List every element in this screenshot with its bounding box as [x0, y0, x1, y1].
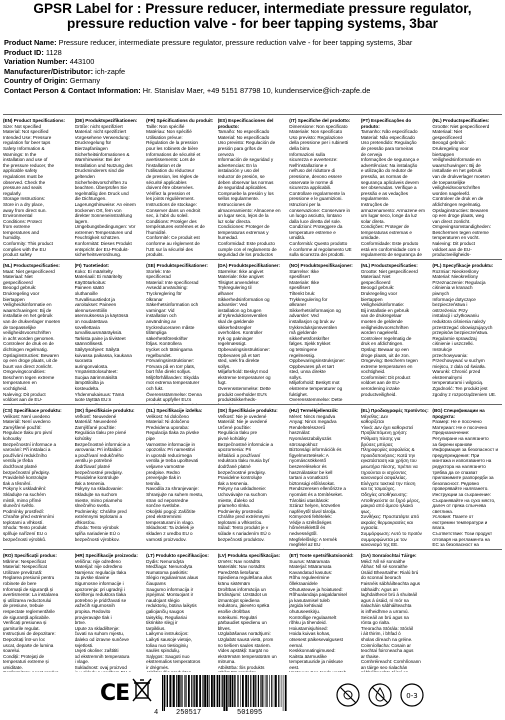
barcode-bar — [193, 675, 194, 707]
language-text: Tamanho: Não especificado Material: Não especificado Uso pretendido: Regulação de pressão para torneiras de cerveja Informações de segurança e advertências: Na instalação e utilização do redutor de pressão, as normas de segurança aplicáveis devem ser observadas. Verifique a pressão e as vedações regularmente. Instruções de armazenamento: Armazene em um lugar seco, longe da luz solar direta. Condições: Proteger de temperaturas extremas e umidade. Conformidade: Este produto está em conformidade com o regulamento de segurança de — [360, 129, 425, 258]
language-text: Størrelse: Ikke spesifisert Materiale: Ikke spesifisert Tiltenkt bruk: Trykkregulering for ølkraner Sikkerhetsinformasjon og advarsler: Ved installasjon og bruk av trykkreduksjonsventilen må gjeldende sikkerhetsforskrifter følges. Sjekk trykket og tetningene regelmessig. Oppbevaringsinstruksjoner: Oppbevares på et tørt sted, unna direkte sollys. Miljøforhold: Beskytt mot ekstreme temperaturer og fuktighet. Overensstemmelse: Dette — [289, 268, 346, 403]
barcode-bar — [167, 675, 168, 707]
barcode-bar — [260, 675, 261, 707]
language-block — [146, 115, 216, 259]
barcode-bar — [185, 675, 186, 707]
language-block — [3, 550, 73, 672]
language-heading: (NO) Produktspesifikasjoner: — [289, 263, 353, 268]
info-label: Manufacturer/Distributor: — [4, 66, 94, 76]
language-heading: (HR) Specifikacije proizvoda: — [74, 553, 138, 558]
info-value: Hr. Stanislav Maer, +49 5151 87798 10, kundenservice@ich-zapfe.de — [142, 85, 371, 95]
language-block — [218, 405, 288, 549]
language-block — [146, 260, 216, 404]
language-block — [146, 405, 216, 549]
language-heading: (NL) Productspecificaties: — [432, 118, 490, 123]
info-line — [4, 86, 501, 96]
barcode-bar — [234, 675, 235, 707]
ce-mark-icon: CE — [100, 681, 130, 706]
info-label: Variation Number: — [4, 57, 68, 67]
no-sun-icon — [336, 683, 360, 707]
barcode-bar — [253, 675, 255, 707]
language-text: Dimensione: Non specificato Materiale: Non specificato Uso previsto: Regolazione della pressione per i rubinetti della birra Informazioni sulla sicurezza e avvertenze: Nell'installazione e nell'uso del riduttore di pressione, devono essere osservate le norme di sicurezza applicabili. Controllare regolarmente la pressione e le guarnizioni. Istruzioni per la conservazione: Conservare in un luogo asciutto, lontano dalla luce diretta del sole. Condizioni: Proteggere da temperature estreme e umidità. Conformità: Questo prodotto è conforme al regolamento UE sulla sicurezza dei prodotti. — [289, 123, 352, 258]
language-text: Izmērs: Nav norādīts Materiāls: Nav norādīts Paredzētā lietošana: Spiediena regulēšana alus krānu sistēmām Drošības informācija un brīdinājumi: Uzstādot un izmantojot spiediena reduktoru, jāievēro spēkā esošie drošības noteikumi. Regulāri pārbaudiet spiedienu un blīves. Uzglabāšanas norādījumi: Uzglabāt sausā vietā, prom no tiešiem saules stariem. Vides apstākļi: Sargāt no ekstrēmām temperatūrām un mitruma. Atbilstība: Šis produkts — [217, 558, 277, 670]
barcode-bar — [250, 675, 251, 707]
barcode-bar — [164, 675, 165, 711]
language-heading: (IT) Specifiche del prodotto: — [289, 118, 351, 123]
info-label: Contact Person & Contact Information: — [4, 85, 141, 95]
barcode-bar — [219, 675, 220, 707]
info-value: Germany — [69, 76, 101, 86]
barcode-bar — [213, 675, 215, 707]
language-text: Größe: nicht spezifiziert Material: nicht spezifiziert Vorgesehene Verwendung: Druckregelung für Bierzapfanlagen Sicherheitsinformationen & Warnhinweise: Bei der Installation und Nutzung des Druckminderers sind die geltenden Sicherheitsvorschriften zu beachten. Überprüfen Sie regelmäßig den Druck und die Dichtungen. Lagerungshinweise: An einem trockenen Ort, fern von direkter Sonneneinstrahlung lagern. Umgebungsbedingungen: Vor extremen Temperaturen und Feuchtigkeit schützen. Konformität: Dieses Produkt entspricht der EU-Produkt- sicherheitsverordnung. — [74, 123, 136, 258]
recycle-bin-crossed-icon — [131, 677, 153, 703]
language-heading: (ES) Especificaciones del producto: — [217, 118, 274, 129]
language-block — [3, 115, 73, 259]
barcode-bar — [267, 675, 268, 707]
language-block — [75, 115, 145, 259]
language-heading: (ET) Toote spetsifikatsioonid: — [289, 553, 354, 558]
ean-barcode — [160, 675, 290, 711]
label-footer — [0, 673, 505, 720]
language-heading: (EL) Προδιαγραφές προϊόντος: — [360, 408, 429, 413]
info-line — [4, 76, 501, 86]
language-heading: (SE) Produktspecifikationer: — [146, 263, 208, 268]
barcode-digit-first: 4 — [154, 709, 159, 717]
language-text: Storlek: Inte specificerad Material: Inte specificerad Avsedd användning: Tryckreglering för ölkranar Säkerhetsinformation och varningar: Vid installation och användning av tryckreduceraren måste tillämpliga säkerhetsföreskrifter följas. Kontrollera trycket och tätningarna regelbundet. Förvaringsinstruktioner: Förvara på en torr plats, bort från direkt solljus. Miljöförhållanden: Skydda mot extrema temperaturer och fukt. Överensstämmelse: Denna produkt uppfyller EU:s — [146, 268, 202, 403]
barcode-bar — [162, 675, 163, 711]
language-text: Grootte: Niet gespecificeerd Materiaal: Niet gespecificeerd Beoogd gebruik: Drukregeling voor biertappen Veiligheidsinformatie en waarschuwingen: Bij de installatie en het gebruik van de drukverlager moeten de toepasselijke veiligheidsvoorschriften worden nageleefd. Controleer de druk en de afdichtingen regelmatig. Opslaginstructies: Bewaren op een droge plaats, weg van direct zonlicht. Omgevingsomstandigheden: Beschermen tegen extreme temperaturen en vocht. Naleving: Dit product voldoet aan de EU- productveiligheids- — [432, 123, 491, 258]
barcode-bar — [223, 675, 225, 711]
barcode-bar — [188, 675, 190, 707]
info-label: Product ID: — [4, 47, 44, 57]
no-water-icon — [368, 683, 392, 707]
language-block — [432, 115, 502, 259]
barcode-bar — [199, 675, 201, 707]
label-title: GPSR Label for : Pressure reducer, intermediate pressure regulator, pressure reduction valve - for beer tapping systems, 3bar — [33, 1, 472, 31]
language-heading: (RO) Specificații produs: — [3, 553, 57, 558]
barcode-bar — [275, 675, 277, 707]
barcode-bar — [182, 675, 183, 707]
barcode-bar — [255, 675, 256, 707]
barcode-bar — [281, 675, 282, 707]
barcode-bar — [196, 675, 198, 707]
barcode-bar — [204, 675, 206, 707]
language-heading: (SK) Špecifikácie produktu: — [217, 408, 278, 413]
barcode-bar — [191, 675, 192, 707]
language-text: Veľkosť: Nie je uvedené Materiál: Nie je uvedené Určené použitie: Regulácia tlaku pre pivné kohútiky Bezpečnostné informácie a upozornenia: Pri inštalácii a používaní reduktora tlaku musia byť dodržané platné bezpečnostné predpisy. Pravidelne kontrolujte tlak a tesnenia. Pokyny na uskladnenie: Uchovávajte na suchom mieste, ďaleko od priameho slnka. Podmienky prostredia: Chráňte pred extrémnymi teplotami a vlhkosťou. Súlad: Tento produkt je v súlade s nariadením EÚ o bezpečnosti produktov. — [217, 413, 274, 542]
barcode-bar — [194, 675, 195, 707]
language-heading: (PT) Especificações do produto: — [360, 118, 412, 129]
language-block — [289, 115, 359, 259]
language-block — [289, 260, 359, 404]
barcode-digits-right: 501095 — [237, 709, 263, 717]
language-block — [361, 550, 431, 672]
barcode-bar — [283, 675, 284, 711]
language-text: Dydis: Nenurodyta Medžiaga: Nenurodyta Numatoma paskirtis: Slėgio reguliavimas alaus čiaupams Saugumo informacija ir įspėjimai: Montuojant ir naudojant slėgio reduktorių, būtina laikytis galiojančių saugos taisyklių. Reguliariai tikrinkite slėgį ir tarpiklius. Laikymo instrukcijos: Laikyti sausoje vietoje, toliau nuo tiesioginių saulės spindulių. Sąlygos: Saugoti nuo ekstremalios temperatūros ir drėgmės. — [146, 558, 201, 670]
info-line — [4, 38, 501, 48]
info-value: 1128 — [45, 47, 62, 57]
barcode-bar — [258, 675, 259, 707]
info-line — [4, 48, 501, 58]
language-block — [432, 550, 502, 672]
barcode-bar — [265, 675, 266, 707]
info-value: ich-zapfe — [95, 66, 126, 76]
barcode-bar — [240, 675, 241, 707]
barcode-bar — [242, 675, 244, 707]
language-heading: (EN) Product Specifications: — [3, 118, 66, 123]
language-block — [289, 550, 359, 672]
language-text: Μέγεθος: Δεν καθορίζεται Υλικό: Δεν έχει καθοριστεί Προβλεπόμενη χρήση: Ρύθμιση πίεσης για βρύσες μπύρας Πληροφορίες ασφαλείας & προειδοποιήσεις: Κατά την εγκατάσταση και χρήση του μειωτήρα πίεσης, πρέπει να τηρούνται οι ισχύοντες κανονισμοί ασφαλείας. Ελέγχετε τακτικά την πίεση και τις τσιμούχες. Οδηγίες αποθήκευσης: Αποθηκεύστε σε ξηρό μέρος, μακριά από άμεσο ηλιακό φως. Συνθήκες: Προστατέψτε από ακραίες θερμοκρασίες και υγρασία. Συμμόρφωση: Αυτό το προϊόν συμμορφώνεται με τον κανονισμό της ΕΕ. — [360, 413, 422, 548]
barcode-bar — [180, 675, 181, 707]
barcode-bar — [202, 675, 203, 707]
language-heading: (NL) Productspecificaties: — [3, 263, 60, 268]
temperature-range-icon — [400, 683, 424, 707]
barcode-bar — [262, 675, 263, 707]
language-text: Suurus: Määramata Materjal: Määramata Kavandatud kasutus: Rõhu reguleerimine õllekraanidele Ohutusteave ja hoiatused: Rõhualandaja paigaldamisel ja kasutamisel tuleb järgida kehtivaid ohutuseeskirju. Kontrollige regulaarselt rõhku ja tihendeid. Hoiustamisjuhised: Hoida kuivas kohas, otsesest päikesevalgusest eemal. Keskkonnatingimused: Kaitsta äärmuslike temperatuuride ja niiskuse eest. — [289, 558, 347, 670]
language-block — [75, 260, 145, 404]
language-block — [75, 405, 145, 549]
barcode-bar — [235, 675, 236, 707]
language-heading: (NL) Productspecificaties: — [360, 263, 418, 268]
info-line — [4, 57, 501, 67]
language-text: Velikost: Není uvedeno Materiál: Není uvedeno Zamýšlené použití: Regulace tlaku pro pivní kohoutky Bezpečnostní informace a varování: Při instalaci a používání redukčního ventilu je třeba dodržovat platné bezpečnostní předpisy. Pravidelně kontrolujte tlak a těsnění. Pokyny k uskladnění: Skladujte na suchém místě, mimo přímé sluneční světlo. Podmínky prostředí: Chraňte před extrémními teplotami a vlhkostí. Shoda: Tento produkt splňuje nařízení EU o bezpečnosti výrobků. — [3, 413, 57, 542]
language-heading: (DA) Produktspecifikationer: — [217, 263, 280, 268]
barcode-bar — [209, 675, 210, 707]
barcode-digits-left: 250517 — [176, 709, 202, 717]
barcode-bar — [237, 675, 238, 707]
language-text: Size: Not specified Material: Not specified Intended Use: Pressure regulation for beer taps Safety Information & Warnings: In the installation and use of the pressure reducer, the applicable safety regulations must be observed. Check the pressure and seals regularly. Storage Instructions: Store in a dry place, away from direct sun. Environmental Conditions: Protect from extreme temperatures and humidity. Conformity: This product complies with the EU product safety — [3, 123, 55, 258]
language-block — [146, 550, 216, 672]
barcode-bar — [207, 675, 209, 707]
language-block — [289, 405, 359, 549]
info-value: Pressure reducer, intermediate pressure regulator, pressure reduction valve - for beer tapping systems, 3bar — [58, 38, 413, 47]
language-heading: (FR) Spécifications du produit: — [146, 118, 214, 123]
language-text: Veľkosť: Neuvedené Materiál: Neuvedené Zamýšľané použitie: Regulácia tlaku pre pivné kohútiky Bezpečnostné informácie a varovania: Pri inštalácii a používaní redukčného ventilu je potrebné dodržiavať platné bezpečnostné predpisy. Pravidelne kontrolujte tlak a tesnenia. Pokyny na skladovanie: Skladujte na suchom mieste, mimo priameho slnečného svetla. Podmienky: Chráňte pred extrémnymi teplotami a vlhkosťou. Zhoda: Tento výrobok spĺňa nariadenie EÚ o bezpečnosti výrobkov. — [74, 413, 130, 542]
language-block — [361, 405, 431, 549]
language-heading: (LV) Produkta specifikācijas: — [217, 553, 281, 558]
language-block — [218, 260, 288, 404]
barcode-bar — [285, 675, 287, 711]
language-block — [432, 405, 502, 549]
language-grid — [3, 114, 502, 672]
barcode-bar — [222, 675, 223, 707]
language-text: Méid: Níl sé sonraithe Ábhar: Níl sé sonraithe Úsáid Bheartaithe: Rialú brú do sconnaí beorach Faisnéis sábháilteachta agus rabhaidh: Agus an laghdaitheoir brú á shuiteáil agus á úsáid, ní mór na rialacháin sábháilteachta is infheidhme a urramú. Seiceáil an brú agus na rónta go rialta. Treoracha Stórála: Stóráil i áit thirim, i bhfad ó sholas díreach na gréine. Coinníollacha: Cosain ar teochtaí foircneacha agus ar thaise. Comhréireacht: Comhlíonann an táirge seo rialachán — [360, 558, 421, 670]
info-label: Country of Origin: — [4, 76, 68, 86]
language-text: Maat: Niet gespecificeerd Materiaal: Niet gespecificeerd Beoogd gebruik: Drukregeling voor biertappen Veiligheidsinformatie en waarschuwingen: Bij de installatie en het gebruik van de drukverlager moeten de toepasselijke veiligheidsvoorschriften in acht worden genomen. Controleer de druk en de dichtingen regelmatig. Opslaginstructies: Bewaren op een droge plaats, uit de buurt van direct zonlicht. Omgevingscondities: Bescherm tegen extreme temperaturen en vochtigheid. Naleving: Dit product voldoet aan de EU- — [3, 268, 61, 403]
barcode-bar — [245, 675, 247, 707]
info-line — [4, 67, 501, 77]
language-block — [218, 550, 288, 672]
language-text: Rozmiar: Nieokreślony Materiał: Nieokreślony Przeznaczenie: Regulacja ciśnienia w kranach piwnych Informacje dotyczące bezpieczeństwa i ostrzeżenia: Przy instalacji i użytkowaniu reduktora ciśnienia należy przestrzegać obowiązujących przepisów bezpieczeństwa. Regularnie sprawdzaj ciśnienie i uszczelki. Instrukcje przechowywania: Przechowywać w suchym miejscu, z dala od światła. Warunki: Chronić przed ekstremalnymi temperaturami i wilgocią. Zgodność: Ten produkt jest zgodny z rozporządzeniem UE. — [432, 268, 497, 397]
language-heading: (HU) Termékjellemzők: — [289, 408, 339, 413]
barcode-bar — [248, 675, 249, 707]
language-text: Размер: Не е посочено Материал: Не е посочено Предназначение: Регулиране на налягането за бирени кранове Информация за безопасност и предупреждения: При монтажа и използването на редуктора на налягането трябва да се спазват приложимите разпоредби за безопасност. Редовно проверявайте налягането. Инструкции за съхранение: Съхранявайте на сухо място, далеч от пряка слънчева светлина. Условия: Пазете от екстремни температури и влага. Съответствие: Този продукт отговаря на регламента на ЕС за безопасност на — [432, 419, 499, 548]
barcode-bar — [166, 675, 167, 707]
language-text: Grootte: Niet gespecificeerd Materiaal: Niet gespecificeerd Beoogd gebruik: Drukregeling voor biertappen Veiligheidsinformatie: Bij installatie en gebruik van de drukregelaar moeten de geldende veiligheidsvoorschriften worden nageleefd. Controleer regelmatig de druk en afdichtingen. Opslag: Bewaar op een droge plaats, uit de zon. Omgeving: Bescherm tegen extreme temperaturen en vochtigheid. Conformiteit: Dit product voldoet aan de EU- verordening inzake productveiligheid. — [360, 268, 418, 397]
barcode-bar — [228, 675, 229, 707]
temperature-label: 0-3 — [406, 692, 418, 700]
language-heading: (GA) Sonraíochtaí Táirge: — [360, 553, 417, 558]
language-text: Velikost: Ni določeno Material: Ni določeno Predvidena uporaba: Regulacija tlaka za pivske pipe Varnostne informacije in opozorila: Pri namestitvi in uporabi reducirnega ventila je treba upoštevati veljavne varnostne predpise. Redno preverjajte tlak in tesnila. Navodila za shranjevanje: Shranjujte na suhem mestu, stran od neposredne sončne svetlobe. Okoljski pogoji: Zaščitite pred ekstremnimi temperaturami in vlago. Skladnost: Ta izdelek je skladen z uredbo EU o varnosti proizvodov. — [146, 413, 204, 542]
info-label: Product Name: — [4, 38, 57, 47]
language-text: Størrelse: Ikke angivet Materiale: Ikke angivet Tilsigtet anvendelse: Trykregulering til ølhaner Sikkerhedsinformation og advarsler: Ved installation og brugen af trykreduktionsventilen skal de gældende sikkerhedsregler overholdes. Kontroller tryk og pakninger regelmæssigt. Opbevaringsinstruktioner: Opbevares på et tørt sted, væk fra direkte sollys. Miljøforhold: Beskyt mod ekstreme temperaturer og fugt. Overensstemmelse: Dette produkt overholder EU's produktsikkerheds- — [217, 268, 271, 403]
language-block — [3, 260, 73, 404]
barcode-bar — [217, 675, 219, 707]
language-text: Taille: Non spécifié Matériau: Non spécifié Utilisation prévue: Régulation de la pression pour les robinets de bière Informations de sécurité et avertissements: Lors de l'installation et de l'utilisation du réducteur de pression, les règles de sécurité applicables doivent être observées. Vérifiez la pression et les joints régulièrement. Instructions de stockage: Conserver dans un endroit sec, à l'abri du soleil. Conditions: Protéger des températures extrêmes et de l'humidité. Conformité: Ce produit est conforme au règlement de l'UE sur la sécurité des produits. — [146, 123, 205, 258]
info-value: 443100 — [69, 57, 95, 67]
language-block — [432, 260, 502, 404]
barcode-bar — [278, 675, 279, 707]
language-heading: (BG) Спецификации на продукта: — [432, 408, 485, 419]
barcode-bar — [232, 675, 233, 707]
barcode-bar — [184, 675, 185, 707]
barcode-bar — [172, 675, 173, 707]
barcode-bar — [271, 675, 272, 707]
language-text: Méret: Nincs megadva Anyag: Nincs megadva Rendeltetésszerű használat: Nyomásszabályozás sörcsapokhoz Biztonsági információk és figyelmeztetések: A nyomáscsökkentő beszerelésekor és használatakor be kell tartani a vonatkozó biztonsági előírásokat. Rendszeresen ellenőrizze a nyomást és a tömítéseket. Tárolási utasítások: Száraz helyen, közvetlen napfénytől távol tárolja. Környezeti feltételek: Védje a szélsőséges hőmérséklettől és nedvességtől. Megfelelőség: A termék megfelel az EU — [289, 413, 346, 548]
barcode-bar — [211, 675, 213, 707]
barcode-bar — [229, 675, 231, 707]
language-heading: (SK) Špecifikácie produktu: — [74, 408, 135, 413]
language-text: Veličina: nije određeno Materijal: nije određeno Namjena: regulacija tlaka za pivske slavine Sigurnosne informacije i upozorenja: pri ugradnji i korištenju reduktora tlaka potrebno je pridržavati se važećih sigurnosnih propisa. Redovito provjeravajte tlak i brtve. Upute za skladištenje: čuvati na suhom mjestu, daleko od izravne sunčeve svjetlosti. Uvjeti okoline: zaštititi od ekstremnih temperatura i vlage. Sukladnost: ovaj proizvod — [74, 558, 130, 670]
barcode-bar — [226, 675, 228, 711]
barcode-bar — [169, 675, 171, 707]
barcode-bar — [176, 675, 177, 707]
language-block — [75, 550, 145, 672]
language-heading: (DE) Produktspezifikationen: — [74, 118, 138, 123]
language-heading: (PL) Specyfikacje produktu: — [432, 263, 494, 268]
product-info — [0, 31, 505, 96]
barcode-bar — [269, 675, 270, 707]
language-heading: (FI) Tuotetiedot: — [74, 263, 110, 268]
language-block — [361, 260, 431, 404]
language-block — [218, 115, 288, 259]
barcode-bar — [178, 675, 180, 707]
language-block — [361, 115, 431, 259]
language-text: Mărime: Nespecificat Material: Nespecificat Utilizare prevăzută: Reglarea presiunii pentru robinete de bere Informații de siguranță și avertismente: La instalarea și utilizarea reductorului de presiune, trebuie respectate reglementările de siguranță aplicabile. Verificați presiunea și garniturile regulat. Instrucțiuni de depozitare: Depozitați într-un loc uscat, departe de lumina soarelui. Condiții: Protejați de temperaturi extreme și umiditate. — [3, 558, 59, 670]
language-heading: (SL) Specifikacije izdelka: — [146, 408, 203, 413]
language-heading: (CS) Specifikace produktu: — [3, 408, 62, 413]
language-text: Tamaño: No especificado Material: No especificado Uso previsto: Regulación de presión para grifos de cerveza Información de seguridad y advertencias: En la instalación y uso del reductor de presión, se deben observar las normas de seguridad aplicables. Compruebe la presión y los sellos regularmente. Instrucciones de almacenamiento: Almacene en un lugar seco, lejos de la luz solar directa. Condiciones: Proteger de temperaturas extremas y humedad. Conformidad: Este producto cumple con el reglamento de seguridad de los productos — [217, 129, 281, 258]
language-text: Koko: Ei määritelty Materiaali: Ei määritelty Käyttötarkoitus: Paineen säätö oluthanoille Turvallisuustiedot ja varoitukset: Paineen alennusventtiilin asennuksessa ja käytössä on noudatettava sovellettavia turvallisuusmääräyksiä. Tarkista paine ja tiivisteet säännöllisesti. Säilytysohjeet: Säilytä kuivassa paikassa, kaukana suorasta auringonvalosta. Ympäristöolosuhteet: Suojaa äärimmäisiltä lämpötiloilta ja kosteudelta. Yhdenmukaisuus: Tämä tuote täyttää EU:n — [74, 268, 132, 403]
language-block — [3, 405, 73, 549]
barcode-bar — [266, 675, 267, 707]
barcode-bar — [274, 675, 275, 707]
barcode-bar — [173, 675, 175, 707]
language-heading: (LT) Produkto specifikacijos: — [146, 553, 209, 558]
